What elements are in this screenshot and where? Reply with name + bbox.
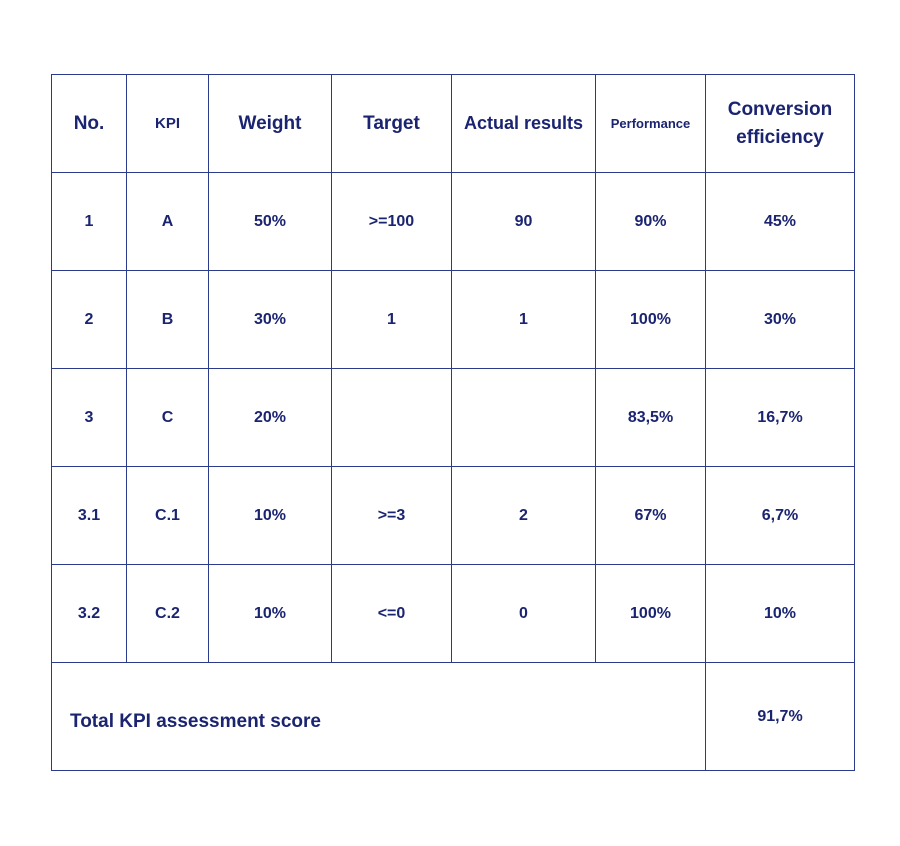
cell-kpi: C.2: [127, 565, 209, 663]
cell-no: 2: [52, 271, 127, 369]
cell-kpi: C: [127, 369, 209, 467]
cell-no: 3: [52, 369, 127, 467]
header-conversion-efficiency: Conversion efficiency: [706, 75, 855, 173]
cell-target: [332, 369, 452, 467]
cell-conversion: 45%: [706, 173, 855, 271]
kpi-table: [51, 74, 855, 771]
header-row: [52, 75, 855, 173]
cell-weight: 20%: [209, 369, 332, 467]
cell-actual: 0: [452, 565, 596, 663]
header-no: No.: [52, 75, 127, 173]
cell-conversion: 30%: [706, 271, 855, 369]
cell-weight: 50%: [209, 173, 332, 271]
cell-weight: 10%: [209, 467, 332, 565]
header-weight: Weight: [209, 75, 332, 173]
cell-kpi: B: [127, 271, 209, 369]
table-row: [52, 173, 855, 271]
cell-actual: 1: [452, 271, 596, 369]
total-value: 91,7%: [706, 663, 855, 771]
cell-performance: 100%: [596, 271, 706, 369]
cell-actual: [452, 369, 596, 467]
cell-actual: 2: [452, 467, 596, 565]
cell-conversion: 6,7%: [706, 467, 855, 565]
total-row: [52, 663, 855, 771]
cell-performance: 90%: [596, 173, 706, 271]
cell-conversion: 16,7%: [706, 369, 855, 467]
cell-no: 3.2: [52, 565, 127, 663]
header-kpi: KPI: [127, 75, 209, 173]
header-performance: Performance: [596, 75, 706, 173]
table-row: [52, 565, 855, 663]
cell-kpi: A: [127, 173, 209, 271]
cell-target: <=0: [332, 565, 452, 663]
cell-no: 1: [52, 173, 127, 271]
total-label: Total KPI assessment score: [52, 663, 706, 771]
cell-actual: 90: [452, 173, 596, 271]
header-target: Target: [332, 75, 452, 173]
cell-conversion: 10%: [706, 565, 855, 663]
cell-target: >=100: [332, 173, 452, 271]
table-row: [52, 271, 855, 369]
cell-target: >=3: [332, 467, 452, 565]
cell-weight: 10%: [209, 565, 332, 663]
cell-performance: 67%: [596, 467, 706, 565]
cell-target: 1: [332, 271, 452, 369]
cell-kpi: C.1: [127, 467, 209, 565]
cell-no: 3.1: [52, 467, 127, 565]
cell-performance: 100%: [596, 565, 706, 663]
table-row: [52, 467, 855, 565]
cell-weight: 30%: [209, 271, 332, 369]
cell-performance: 83,5%: [596, 369, 706, 467]
header-actual-results: Actual results: [452, 75, 596, 173]
table-row: [52, 369, 855, 467]
